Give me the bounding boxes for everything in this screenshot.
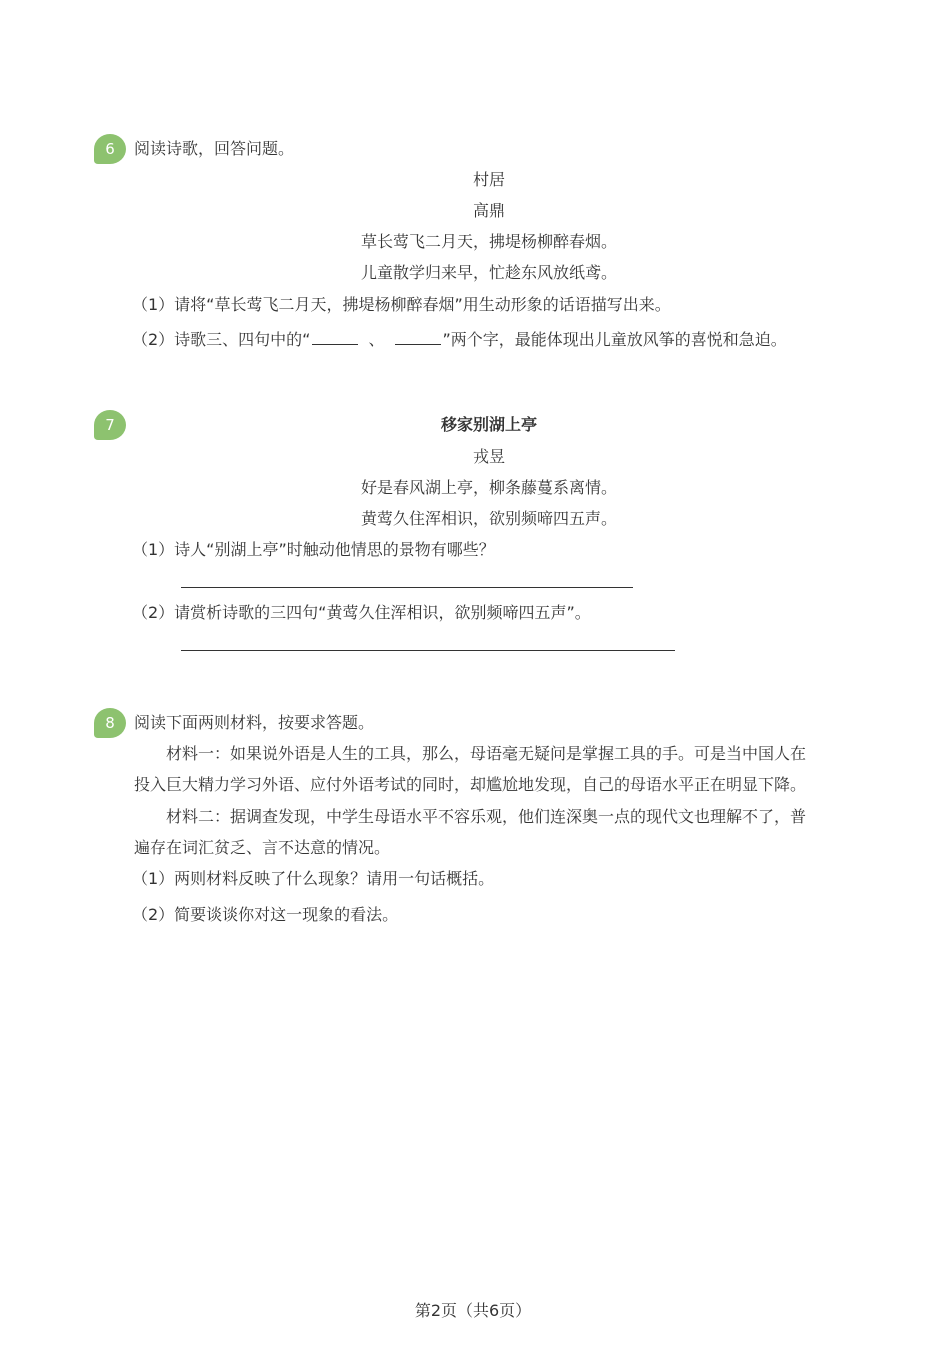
sub-question-fill-blank xyxy=(132,329,787,351)
poem-title: 村居 xyxy=(472,170,505,189)
poem-title: 移家别湖上亭 xyxy=(440,415,537,434)
poem-line: 黄莺久住浑相识，欲别频啼四五声。 xyxy=(360,509,617,528)
poem-author: 戎昱 xyxy=(472,447,505,466)
poem-author: 高鼎 xyxy=(472,201,505,220)
fill-blank[interactable] xyxy=(395,330,441,345)
material-one-text: 材料一：如果说外语是人生的工具，那么，母语毫无疑问是掌握工具的手。可是当中国人在 xyxy=(166,744,807,763)
poem-line: 好是春风湖上亭，柳条藤蔓系离情。 xyxy=(360,478,617,497)
separator: 、 xyxy=(368,330,385,349)
sub-question: （1）两则材料反映了什么现象？请用一句话概括。 xyxy=(132,869,495,888)
question-number-badge: 8 xyxy=(94,708,126,738)
poem-line: 儿童散学归来早，忙趁东风放纸鸢。 xyxy=(360,263,617,282)
sub-question-text: ”两个字，最能体现出儿童放风筝的喜悦和急迫。 xyxy=(442,330,787,349)
poem-line: 草长莺飞二月天，拂堤杨柳醉春烟。 xyxy=(360,232,617,251)
question-number-badge: 6 xyxy=(94,134,126,164)
question-intro: 阅读诗歌，回答问题。 xyxy=(134,139,295,158)
question-number-badge: 7 xyxy=(94,410,126,440)
question-intro: 阅读下面两则材料，按要求答题。 xyxy=(134,713,375,732)
sub-question: （2）请赏析诗歌的三四句“黄莺久住浑相识，欲别频啼四五声”。 xyxy=(132,603,591,622)
sub-question: （1）请将“草长莺飞二月天，拂堤杨柳醉春烟”用生动形象的话语描写出来。 xyxy=(132,295,671,314)
material-two-text: 遍存在词汇贫乏、言不达意的情况。 xyxy=(134,838,391,857)
answer-line[interactable] xyxy=(181,587,633,588)
sub-question: （1）诗人“别湖上亭”时触动他情思的景物有哪些？ xyxy=(132,540,495,559)
material-one-text: 投入巨大精力学习外语、应付外语考试的同时，却尴尬地发现，自己的母语水平正在明显下降。 xyxy=(134,775,807,794)
material-two-text: 材料二：据调查发现，中学生母语水平不容乐观，他们连深奥一点的现代文也理解不了，普 xyxy=(166,807,807,826)
fill-blank[interactable] xyxy=(312,330,358,345)
sub-question: （2）简要谈谈你对这一现象的看法。 xyxy=(132,905,399,924)
answer-line[interactable] xyxy=(181,650,675,651)
page-footer: 第2页（共6页） xyxy=(414,1301,532,1320)
sub-question-text: （2）诗歌三、四句中的“ xyxy=(132,330,311,349)
